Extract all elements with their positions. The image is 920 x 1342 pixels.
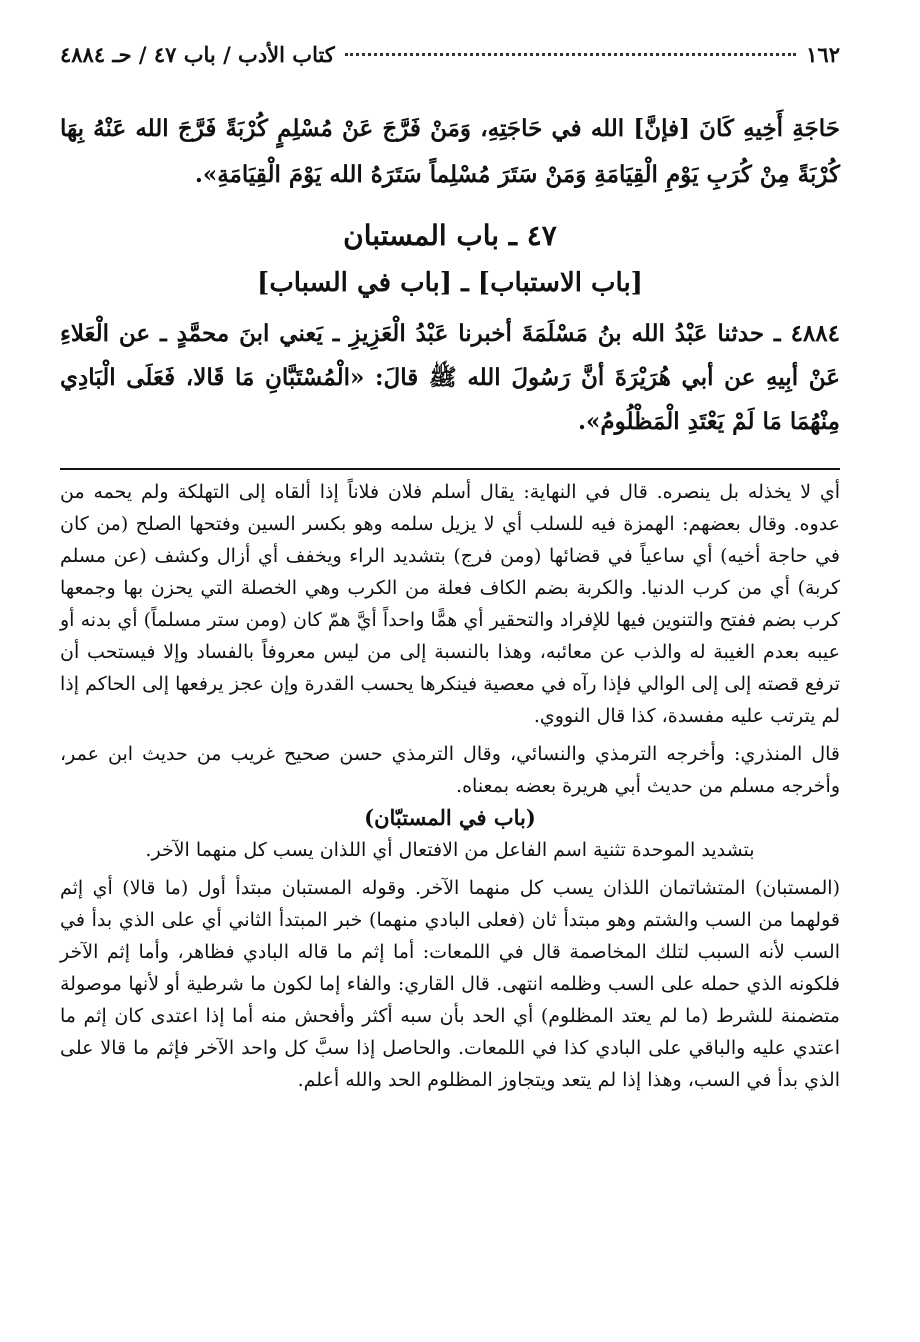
running-title: كتاب الأدب / باب ٤٧ / حـ ٤٨٨٤: [60, 42, 335, 67]
previous-hadith-ending: حَاجَةِ أَخِيهِ كَانَ [فإنَّ] الله في حَاجَتِهِ، وَمَنْ فَرَّجَ عَنْ مُسْلِمٍ كُرْبَةً فَرَّجَ الله عَنْهُ بِهَا كُرْبَةً مِنْ كُرَبِ يَوْمِ الْقِيَامَةِ وَمَنْ سَتَرَ مُسْلِماً سَتَرَهُ الله يَوْمَ الْقِيَامَةِ».: [60, 115, 840, 188]
header-leader-dots: [345, 53, 796, 56]
hadith-4884: ٤٨٨٤ ـ حدثنا عَبْدُ الله بنُ مَسْلَمَةَ أخبرنا عَبْدُ الْعَزِيزِ ـ يَعني ابنَ محمَّدٍ ـ عن الْعَلاءِ عَنْ أبِيهِ عن أبي هُرَيْرَةَ أنَّ رَسُولَ الله ﷺ قالَ: «الْمُسْتَبَّانِ مَا قَالا، فَعَلَى الْبَادِي مِنْهُمَا مَا لَمْ يَعْتَدِ الْمَظْلُومُ».: [60, 320, 840, 435]
page-header: [60, 42, 840, 82]
commentary-paragraph: (المستبان) المتشاتمان اللذان يسب كل منهما الآخر. وقوله المستبان مبتدأ أول (ما قالا) أي إثم قولهما من السب والشتم وهو مبتدأ ثان (فعلى البادي منهما) خبر المبتدأ الثاني أي على الذي بدأ في السب لأنه السبب لتلك المخاصمة قال في اللمعات: أما إثم ما قاله البادي فظاهر، وأما إثم الآخر فلكونه الذي حمله على السب وظلمه انتهى. قال القاري: والفاء إما لكون ما شرطية أو لأنها موصولة متضمنة للشرط (ما لم يعتد المظلوم) أي الحد بأن سبه أكثر وأفحش منه أما إذا اعتدى كان إثم ما اعتدي عليه والباقي على البادي كذا في اللمعات. والحاصل إذا سبَّ كل واحد الآخر فإثم ما قالا على الذي بدأ في السب، وهذا إذا لم يتعد ويتجاوز المظلوم الحد والله أعلم.: [60, 877, 840, 1091]
chapter-title: ٤٧ ـ باب المستبان: [343, 219, 557, 252]
commentary-chapter-title: (باب في المستبّان): [364, 805, 536, 830]
commentary-paragraph: أي لا يخذله بل ينصره. قال في النهاية: يقال أسلم فلان فلاناً إذا ألقاه إلى التهلكة ولم يحمه من عدوه. وقال بعضهم: الهمزة فيه للسلب أي لا يزيل سلمه وهو بكسر السين وفتحها الصلح (من كان في حاجة أخيه) أي ساعياً في قضائها (ومن فرج) بتشديد الراء ويخفف أي أزال وكشف (عن مسلم كربة) أي من كرب الدنيا. والكربة بضم الكاف فعلة من الكرب وهي الخصلة التي يحزن بها وجمعها كرب بضم ففتح والتنوين فيها للإفراد والتحقير أي همًّا واحداً أيَّ همّ كان (ومن ستر مسلماً) أي بدنه أو عيبه بعدم الغيبة له والذب عن معائبه، وهذا بالنسبة إلى من ليس معروفاً بالفساد وإلا فيستحب أن ترفع قصته إلى إلى الوالي فإذا رآه في معصية فينكرها يحسب القدرة وإن عجز يرفعها إلى الحاكم إذا لم يترتب عليه مفسدة، كذا قال النووي.: [60, 481, 841, 727]
commentary-paragraph: قال المنذري: وأخرجه الترمذي والنسائي، وقال الترمذي حسن صحيح غريب من حديث ابن عمر، وأخرجه مسلم من حديث أبي هريرة بعضه بمعناه.: [60, 743, 840, 797]
page-number: ١٦٢: [806, 42, 840, 67]
chapter-alternate-titles: [باب الاستباب] ـ [باب في السباب]: [257, 268, 643, 298]
book-page: [60, 30, 840, 1096]
commentary-chapter-note: بتشديد الموحدة تثنية اسم الفاعل من الافتعال أي اللذان يسب كل منهما الآخر.: [145, 839, 755, 861]
footnote-divider: [60, 468, 840, 470]
